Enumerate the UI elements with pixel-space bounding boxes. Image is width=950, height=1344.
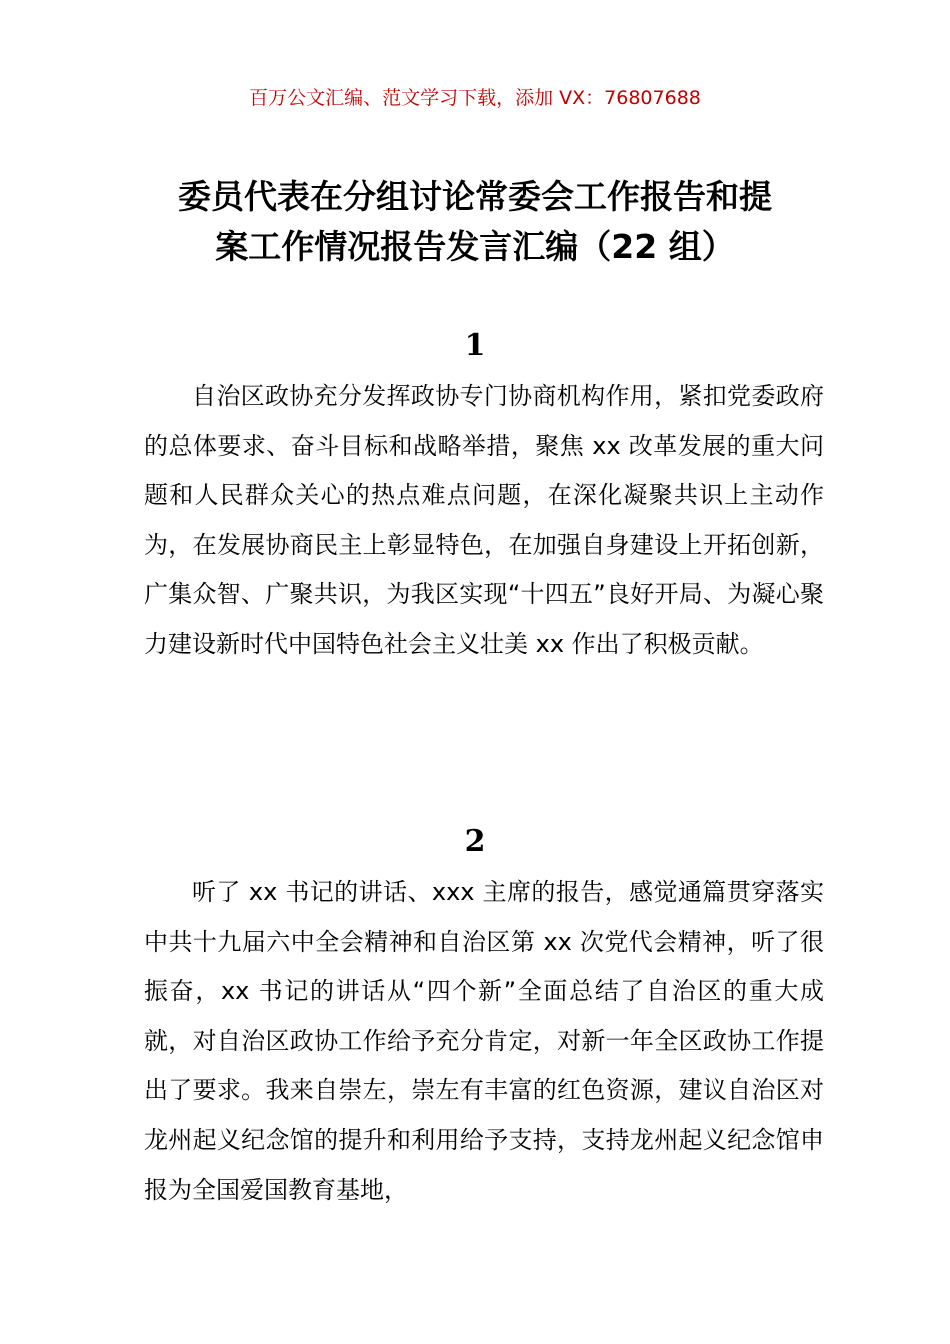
- section-1-paragraph: 自治区政协充分发挥政协专门协商机构作用，紧扣党委政府的总体要求、奋斗目标和战略举措，聚焦 xx 改革发展的重大问题和人民群众关心的热点难点问题，在深化凝聚共识上主动作为，在发展协商民主上彰显特色，在加强自身建设上开拓创新，广集众智、广聚共识，为我区实现“十四五”良好开局、为凝心聚力建设新时代中国特色社会主义壮美 xx 作出了积极贡献。: [144, 382, 824, 658]
- section-1-number: 1: [464, 328, 486, 363]
- document-title: [130, 172, 820, 272]
- header-watermark-note: 百万公文汇编、范文学习下载，添加 VX：76807688: [249, 87, 701, 109]
- section-2-paragraph: 听了 xx 书记的讲话、xxx 主席的报告，感觉通篇贯穿落实中共十九届六中全会精神和自治区第 xx 次党代会精神，听了很振奋，xx 书记的讲话从“四个新”全面总结了自治区的重大成就，对自治区政协工作给予充分肯定，对新一年全区政协工作提出了要求。我来自崇左，崇左有丰富的红色资源，建议自治区对龙州起义纪念馆的提升和利用给予支持，支持龙州起义纪念馆申报为全国爱国教育基地，: [144, 878, 824, 1204]
- section-2-number: 2: [464, 824, 486, 859]
- document-title-line-2: 案工作情况报告发言汇编（22 组）: [215, 227, 735, 266]
- document-title-line-1: 委员代表在分组讨论常委会工作报告和提: [178, 177, 772, 216]
